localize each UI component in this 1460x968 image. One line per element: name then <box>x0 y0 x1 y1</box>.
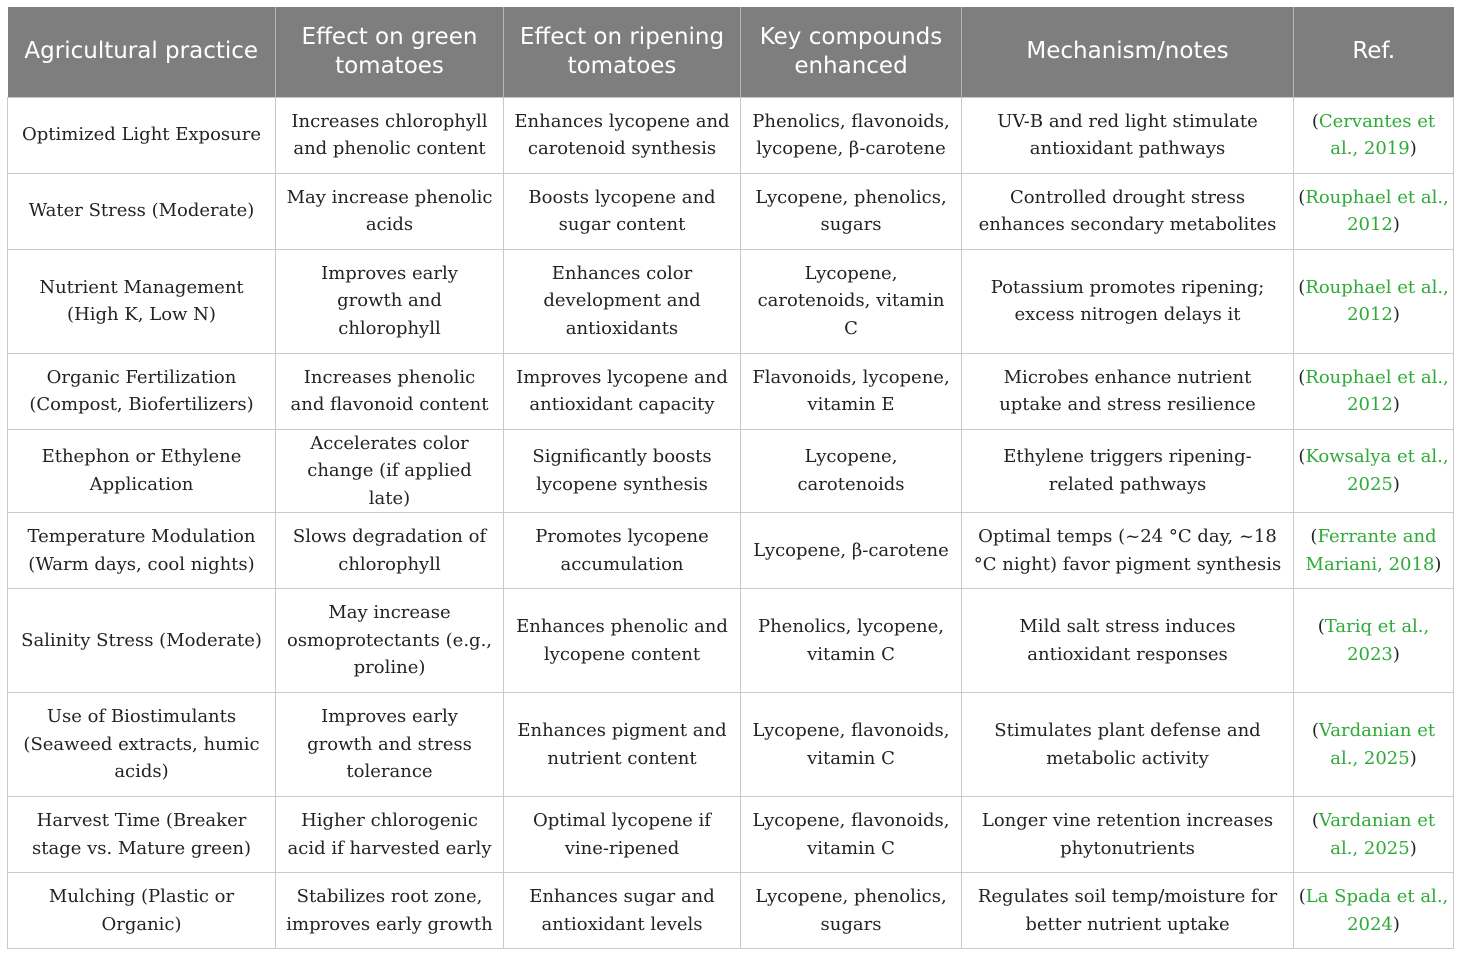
compounds-cell: Lycopene, β-carotene <box>741 513 962 589</box>
table-row <box>8 513 1454 589</box>
compounds-cell: Lycopene, carotenoids <box>741 429 962 513</box>
practice-cell: Ethephon or Ethylene Application <box>8 429 276 513</box>
mechanism-cell: Microbes enhance nutrient uptake and stress resilience <box>962 353 1294 429</box>
table-row <box>8 693 1454 797</box>
green-effect-cell: Improves early growth and stress tolerance <box>276 693 504 797</box>
green-effect-cell: May increase phenolic acids <box>276 173 504 249</box>
table-row <box>8 353 1454 429</box>
ref-cell: (Vardanian et al., 2025) <box>1294 797 1454 873</box>
ripening-effect-cell: Enhances lycopene and carotenoid synthesis <box>504 97 741 173</box>
mechanism-cell: Optimal temps (~24 °C day, ~18 °C night) favor pigment synthesis <box>962 513 1294 589</box>
ripening-effect-cell: Improves lycopene and antioxidant capacity <box>504 353 741 429</box>
green-effect-cell: Increases chlorophyll and phenolic content <box>276 97 504 173</box>
ref-cell: (Rouphael et al., 2012) <box>1294 353 1454 429</box>
compounds-cell: Phenolics, lycopene, vitamin C <box>741 589 962 693</box>
compounds-cell: Lycopene, carotenoids, vitamin C <box>741 249 962 353</box>
practice-cell: Mulching (Plastic or Organic) <box>8 873 276 949</box>
ref-link[interactable]: Ferrante and Mariani, 2018 <box>1305 526 1437 575</box>
practice-cell: Nutrient Management (High K, Low N) <box>8 249 276 353</box>
table-row <box>8 97 1454 173</box>
green-effect-cell: May increase osmoprotectants (e.g., proline) <box>276 589 504 693</box>
table-row <box>8 873 1454 949</box>
ref-cell: (Kowsalya et al., 2025) <box>1294 429 1454 513</box>
ripening-effect-cell: Optimal lycopene if vine-ripened <box>504 797 741 873</box>
table-header-row <box>8 7 1454 97</box>
table-row <box>8 797 1454 873</box>
table-row <box>8 429 1454 513</box>
ref-cell: (La Spada et al., 2024) <box>1294 873 1454 949</box>
ref-cell: (Ferrante and Mariani, 2018) <box>1294 513 1454 589</box>
practice-cell: Use of Biostimulants (Seaweed extracts, humic acids) <box>8 693 276 797</box>
compounds-cell: Phenolics, flavonoids, lycopene, β-carotene <box>741 97 962 173</box>
ref-link[interactable]: Tariq et al., 2023 <box>1324 616 1430 665</box>
green-effect-cell: Stabilizes root zone, improves early growth <box>276 873 504 949</box>
mechanism-cell: Controlled drought stress enhances secondary metabolites <box>962 173 1294 249</box>
practice-cell: Salinity Stress (Moderate) <box>8 589 276 693</box>
ripening-effect-cell: Boosts lycopene and sugar content <box>504 173 741 249</box>
ripening-effect-cell: Enhances pigment and nutrient content <box>504 693 741 797</box>
compounds-cell: Lycopene, phenolics, sugars <box>741 873 962 949</box>
mechanism-cell: Mild salt stress induces antioxidant responses <box>962 589 1294 693</box>
green-effect-cell: Accelerates color change (if applied late) <box>276 429 504 513</box>
table-row <box>8 173 1454 249</box>
header-mechanism: Mechanism/notes <box>962 7 1294 97</box>
mechanism-cell: Potassium promotes ripening; excess nitrogen delays it <box>962 249 1294 353</box>
ref-link[interactable]: La Spada et al., 2024 <box>1305 886 1449 935</box>
green-effect-cell: Increases phenolic and flavonoid content <box>276 353 504 429</box>
mechanism-cell: UV-B and red light stimulate antioxidant pathways <box>962 97 1294 173</box>
ref-cell: (Rouphael et al., 2012) <box>1294 173 1454 249</box>
ref-link[interactable]: Rouphael et al., 2012 <box>1305 276 1449 325</box>
ref-cell: (Cervantes et al., 2019) <box>1294 97 1454 173</box>
ripening-effect-cell: Enhances color development and antioxidants <box>504 249 741 353</box>
compounds-cell: Lycopene, flavonoids, vitamin C <box>741 693 962 797</box>
compounds-cell: Lycopene, flavonoids, vitamin C <box>741 797 962 873</box>
ripening-effect-cell: Significantly boosts lycopene synthesis <box>504 429 741 513</box>
ref-link[interactable]: Cervantes et al., 2019 <box>1318 110 1436 159</box>
ref-cell: (Tariq et al., 2023) <box>1294 589 1454 693</box>
table-row <box>8 589 1454 693</box>
compounds-cell: Lycopene, phenolics, sugars <box>741 173 962 249</box>
table-row <box>8 249 1454 353</box>
header-agricultural-practice: Agricultural practice <box>8 7 276 97</box>
mechanism-cell: Stimulates plant defense and metabolic activity <box>962 693 1294 797</box>
practice-cell: Water Stress (Moderate) <box>8 173 276 249</box>
ref-link[interactable]: Kowsalya et al., 2025 <box>1305 446 1449 495</box>
ripening-effect-cell: Enhances phenolic and lycopene content <box>504 589 741 693</box>
practice-cell: Temperature Modulation (Warm days, cool nights) <box>8 513 276 589</box>
compounds-cell: Flavonoids, lycopene, vitamin E <box>741 353 962 429</box>
green-effect-cell: Slows degradation of chlorophyll <box>276 513 504 589</box>
ripening-effect-cell: Promotes lycopene accumulation <box>504 513 741 589</box>
mechanism-cell: Regulates soil temp/moisture for better nutrient uptake <box>962 873 1294 949</box>
mechanism-cell: Ethylene triggers ripening-related pathways <box>962 429 1294 513</box>
green-effect-cell: Improves early growth and chlorophyll <box>276 249 504 353</box>
header-ref: Ref. <box>1294 7 1454 97</box>
agricultural-practices-table <box>7 7 1454 949</box>
green-effect-cell: Higher chlorogenic acid if harvested early <box>276 797 504 873</box>
header-effect-ripening: Effect on ripening tomatoes <box>504 7 741 97</box>
ref-link[interactable]: Rouphael et al., 2012 <box>1305 366 1449 415</box>
ref-cell: (Vardanian et al., 2025) <box>1294 693 1454 797</box>
header-effect-green: Effect on green tomatoes <box>276 7 504 97</box>
header-key-compounds: Key compounds enhanced <box>741 7 962 97</box>
mechanism-cell: Longer vine retention increases phytonutrients <box>962 797 1294 873</box>
ref-link[interactable]: Rouphael et al., 2012 <box>1305 186 1449 235</box>
practice-cell: Harvest Time (Breaker stage vs. Mature green) <box>8 797 276 873</box>
ref-cell: (Rouphael et al., 2012) <box>1294 249 1454 353</box>
practice-cell: Optimized Light Exposure <box>8 97 276 173</box>
ripening-effect-cell: Enhances sugar and antioxidant levels <box>504 873 741 949</box>
practice-cell: Organic Fertilization (Compost, Biofertilizers) <box>8 353 276 429</box>
ref-link[interactable]: Vardanian et al., 2025 <box>1318 810 1436 859</box>
ref-link[interactable]: Vardanian et al., 2025 <box>1318 720 1436 769</box>
